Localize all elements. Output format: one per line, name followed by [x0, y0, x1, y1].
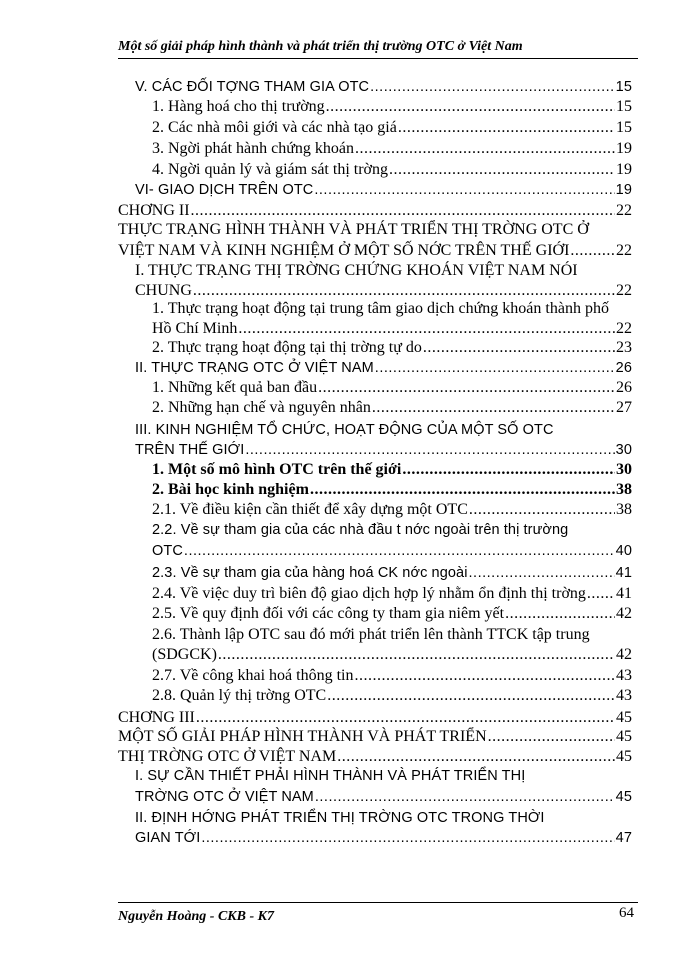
toc-entry[interactable]: II. THỰC TRẠNG OTC Ở VIỆT NAM ..... 26 [135, 358, 632, 378]
toc-entry[interactable]: II. ĐỊNH HỚNG PHÁT TRIỂN THỊ TRỜNG OTC TRONG THỜI [135, 810, 545, 826]
toc-entry[interactable]: III. KINH NGHIỆM TỔ CHỨC, HOẠT ĐỘNG CỦA MỘT SỐ OTC [135, 422, 554, 438]
toc-entry[interactable]: 2.4. Về việc duy trì biên độ giao dịch hợp lý nhằm ổn định thị trờng ..... 41 [152, 584, 632, 604]
toc-entry[interactable]: CHUNG ..... 22 [135, 281, 632, 301]
toc-entry[interactable]: Hồ Chí Minh ..... 22 [152, 319, 632, 339]
footer-author: Nguyễn Hoàng - CKB - K7 [118, 909, 274, 924]
page-number: 64 [619, 905, 634, 921]
toc-entry[interactable]: VIỆT NAM VÀ KINH NGHIỆM Ở MỘT SỐ NỚC TRÊN THẾ GIỚI ..... 22 [118, 241, 632, 261]
toc-entry[interactable]: 2.5. Về quy định đối với các công ty tham gia niêm yết ..... 42 [152, 604, 632, 624]
toc-entry[interactable]: CHƠNG II ..... 22 [118, 201, 632, 221]
toc-entry[interactable]: TRÊN THẾ GIỚI ..... 30 [135, 440, 632, 460]
toc-entry[interactable]: 2. Thực trạng hoạt động tại thị trờng tự do ..... 23 [152, 338, 632, 358]
toc-entry[interactable]: 1. Những kết quả ban đầu ..... 26 [152, 378, 632, 398]
running-header: Một số giải pháp hình thành và phát triển thị trường OTC ở Việt Nam [118, 39, 523, 54]
toc-entry[interactable]: CHƠNG III ..... 45 [118, 708, 632, 728]
toc-entry[interactable]: 1. Hàng hoá cho thị trường ..... 15 [152, 97, 632, 117]
toc-entry[interactable]: 2. Bài học kinh nghiệm ..... 38 [152, 480, 632, 500]
toc-entry[interactable]: 2. Các nhà môi giới và các nhà tạo giá ..... 15 [152, 118, 632, 138]
toc-entry[interactable]: THỰC TRẠNG HÌNH THÀNH VÀ PHÁT TRIỂN THỊ TRỜNG OTC Ở [118, 221, 589, 238]
toc-entry[interactable]: 3. Ngời phát hành chứng khoán ..... 19 [152, 139, 632, 159]
toc-entry[interactable]: OTC ..... 40 [152, 541, 632, 561]
toc-entry[interactable]: 2.7. Về công khai hoá thông tin ..... 43 [152, 666, 632, 686]
toc-entry[interactable]: 2.3. Về sự tham gia của hàng hoá CK nớc ngoài ..... 41 [152, 563, 632, 583]
toc-entry[interactable]: VI- GIAO DỊCH TRÊN OTC ..... 19 [135, 180, 632, 200]
toc-entry[interactable]: I. SỰ CẦN THIẾT PHẢI HÌNH THÀNH VÀ PHÁT TRIỂN THỊ [135, 768, 526, 784]
footer-rule [118, 902, 638, 903]
toc-entry[interactable]: 1. Một số mô hình OTC trên thế giới ..... 30 [152, 460, 632, 480]
toc-entry[interactable]: 2. Những hạn chế và nguyên nhân ..... 27 [152, 398, 632, 418]
toc-entry[interactable]: GIAN TỚI ..... 47 [135, 828, 632, 848]
toc-entry[interactable]: I. THỰC TRẠNG THỊ TRỜNG CHỨNG KHOÁN VIỆT NAM NÓI [135, 262, 578, 279]
toc-entry[interactable]: MỘT SỐ GIẢI PHÁP HÌNH THÀNH VÀ PHÁT TRIỂN ..... 45 [118, 727, 632, 747]
toc-entry[interactable]: THỊ TRỜNG OTC Ở VIỆT NAM ..... 45 [118, 747, 632, 767]
toc-entry[interactable]: 2.8. Quản lý thị trờng OTC ..... 43 [152, 686, 632, 706]
toc-entry[interactable]: TRỜNG OTC Ở VIỆT NAM ..... 45 [135, 787, 632, 807]
toc-entry[interactable]: 2.1. Về điều kiện cần thiết để xây dựng một OTC ..... 38 [152, 500, 632, 520]
toc-entry[interactable]: (SDGCK) ..... 42 [152, 645, 632, 665]
toc-entry[interactable]: 2.6. Thành lập OTC sau đó mới phát triển lên thành TTCK tập trung [152, 626, 590, 643]
toc-entry[interactable]: 1. Thực trạng hoạt động tại trung tâm giao dịch chứng khoán thành phố [152, 300, 609, 317]
toc-entry[interactable]: V. CÁC ĐỐI TỢNG THAM GIA OTC ..... 15 [135, 77, 632, 97]
header-rule [118, 58, 638, 59]
toc-entry[interactable]: 4. Ngời quản lý và giám sát thị trờng ..... 19 [152, 160, 632, 180]
toc-entry[interactable]: 2.2. Về sự tham gia của các nhà đầu t nớc ngoài trên thị trường [152, 522, 569, 538]
